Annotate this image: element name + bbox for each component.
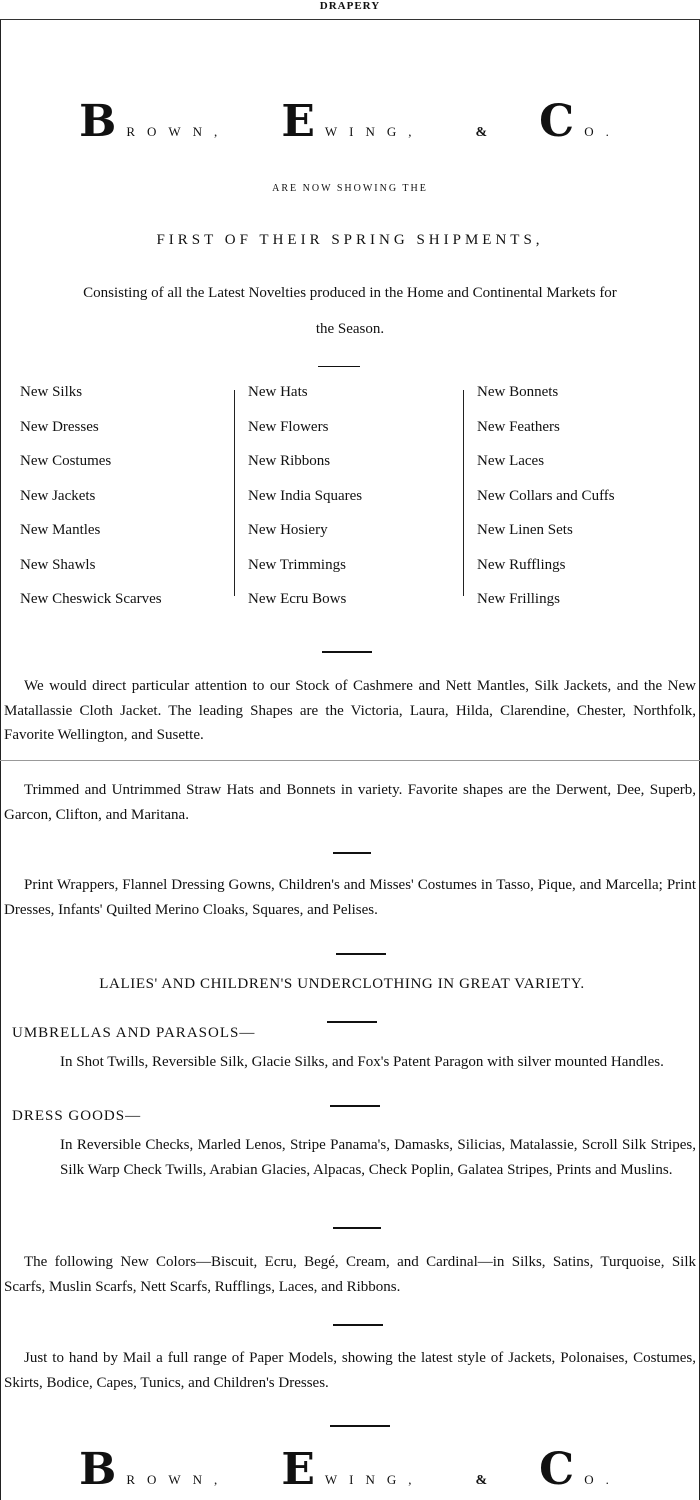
mail-paragraph: Just to hand by Mail a full range of Paper Models, showing the latest style of Jackets, Polonaises, Costumes, Skirts, Bodice, Capes, Tunics, and Children's Dresses. — [4, 1350, 696, 1391]
column-divider — [234, 390, 235, 596]
separator-dash — [330, 1105, 380, 1107]
firm-word: B ROWN, — [79, 96, 230, 147]
goods-column-2 — [248, 384, 362, 626]
list-item: New Rufflings — [477, 556, 566, 573]
wrappers-paragraph: Print Wrappers, Flannel Dressing Gowns, Children's and Misses' Costumes in Tasso, Pique, and Marcella; Print Dresses, Infants' Quilted Merino Cloaks, Squares, and Pelises. — [4, 877, 696, 918]
list-item: New Silks — [20, 384, 83, 400]
list-item: New Trimmings — [248, 556, 346, 573]
umbrellas-body: In Shot Twills, Reversible Silk, Glacie Silks, and Fox's Patent Paragon with silver mounted Handles. — [60, 1054, 664, 1070]
list-item: New Shawls — [20, 556, 96, 573]
list-item: New Jackets — [20, 487, 96, 504]
separator-dash — [322, 651, 372, 653]
separator-dash — [333, 852, 371, 854]
firm-word: E WING, — [281, 1444, 424, 1495]
list-item: New Ecru Bows — [248, 591, 347, 607]
ornament-dash — [318, 366, 360, 367]
firm-word: C O. — [539, 1444, 621, 1495]
goods-column-3 — [477, 384, 615, 626]
list-item: New Frillings — [477, 591, 560, 607]
umbrellas-heading: UMBRELLAS AND PARASOLS— — [12, 1025, 256, 1041]
column-divider — [463, 390, 464, 596]
list-item: New Mantles — [20, 522, 101, 538]
list-item: New Ribbons — [248, 453, 331, 469]
goods-column-1 — [20, 384, 162, 626]
list-item: New Dresses — [20, 418, 99, 435]
top-rule — [0, 19, 700, 20]
firm-word: & — [475, 1473, 488, 1488]
separator-dash — [333, 1324, 383, 1326]
firm-word: B ROWN, — [79, 1444, 230, 1495]
mantles-paragraph: We would direct particular attention to our Stock of Cashmere and Nett Mantles, Silk Jackets, and the New Matallassie Cloth Jacket. The leading Shapes are the Victoria, Laura, Hilda, Clarendine, Chester, Northfolk, Favorite Wellington, and Susette. — [4, 678, 696, 743]
firm-name-bottom — [0, 1444, 700, 1495]
firm-word: & — [475, 125, 488, 140]
list-item: New Costumes — [20, 453, 112, 469]
list-item: New India Squares — [248, 487, 363, 504]
list-item: New Laces — [477, 453, 545, 469]
separator-dash — [333, 1227, 381, 1229]
separator-dash — [327, 1021, 377, 1023]
consisting-line-2: the Season. — [315, 321, 385, 337]
dress-goods-heading: DRESS GOODS— — [12, 1108, 142, 1124]
list-item: New Bonnets — [477, 384, 559, 400]
firm-word: E WING, — [281, 96, 424, 147]
firm-name-top — [0, 96, 700, 147]
list-item: New Hats — [248, 384, 308, 400]
separator-dash — [336, 953, 386, 955]
consisting-line-1: Consisting of all the Latest Novelties produced in the Home and Continental Markets for — [83, 285, 617, 301]
dress-goods-body: In Reversible Checks, Marled Lenos, Stripe Panama's, Damasks, Silicias, Matalassie, Scroll Silk Stripes, Silk Warp Check Twills, Arabian Glacies, Alpacas, Check Poplin, Galatea Stripes, Prints and Muslins. — [60, 1137, 696, 1178]
list-item: New Collars and Cuffs — [477, 487, 615, 504]
first-shipments: FIRST OF THEIR SPRING SHIPMENTS, — [156, 232, 544, 248]
section-header: DRAPERY — [319, 0, 381, 12]
list-item: New Flowers — [248, 418, 329, 435]
thin-rule — [0, 760, 700, 761]
firm-word: C O. — [539, 96, 621, 147]
list-item: New Hosiery — [248, 522, 328, 538]
underclothing-heading: LALIES' AND CHILDREN'S UNDERCLOTHING IN GREAT VARIETY. — [99, 976, 585, 992]
hats-paragraph: Trimmed and Untrimmed Straw Hats and Bonnets in variety. Favorite shapes are the Derwent, Dee, Superb, Garcon, Clifton, and Maritana. — [4, 782, 696, 823]
now-showing: ARE NOW SHOWING THE — [272, 183, 428, 194]
goods-columns — [0, 384, 700, 614]
separator-dash — [330, 1425, 390, 1427]
list-item: New Cheswick Scarves — [20, 591, 162, 607]
colors-paragraph: The following New Colors—Biscuit, Ecru, Begé, Cream, and Cardinal—in Silks, Satins, Turquoise, Silk Scarfs, Muslin Scarfs, Nett Scarfs, Rufflings, Laces, and Ribbons. — [4, 1254, 696, 1295]
list-item: New Linen Sets — [477, 522, 573, 538]
list-item: New Feathers — [477, 418, 560, 435]
